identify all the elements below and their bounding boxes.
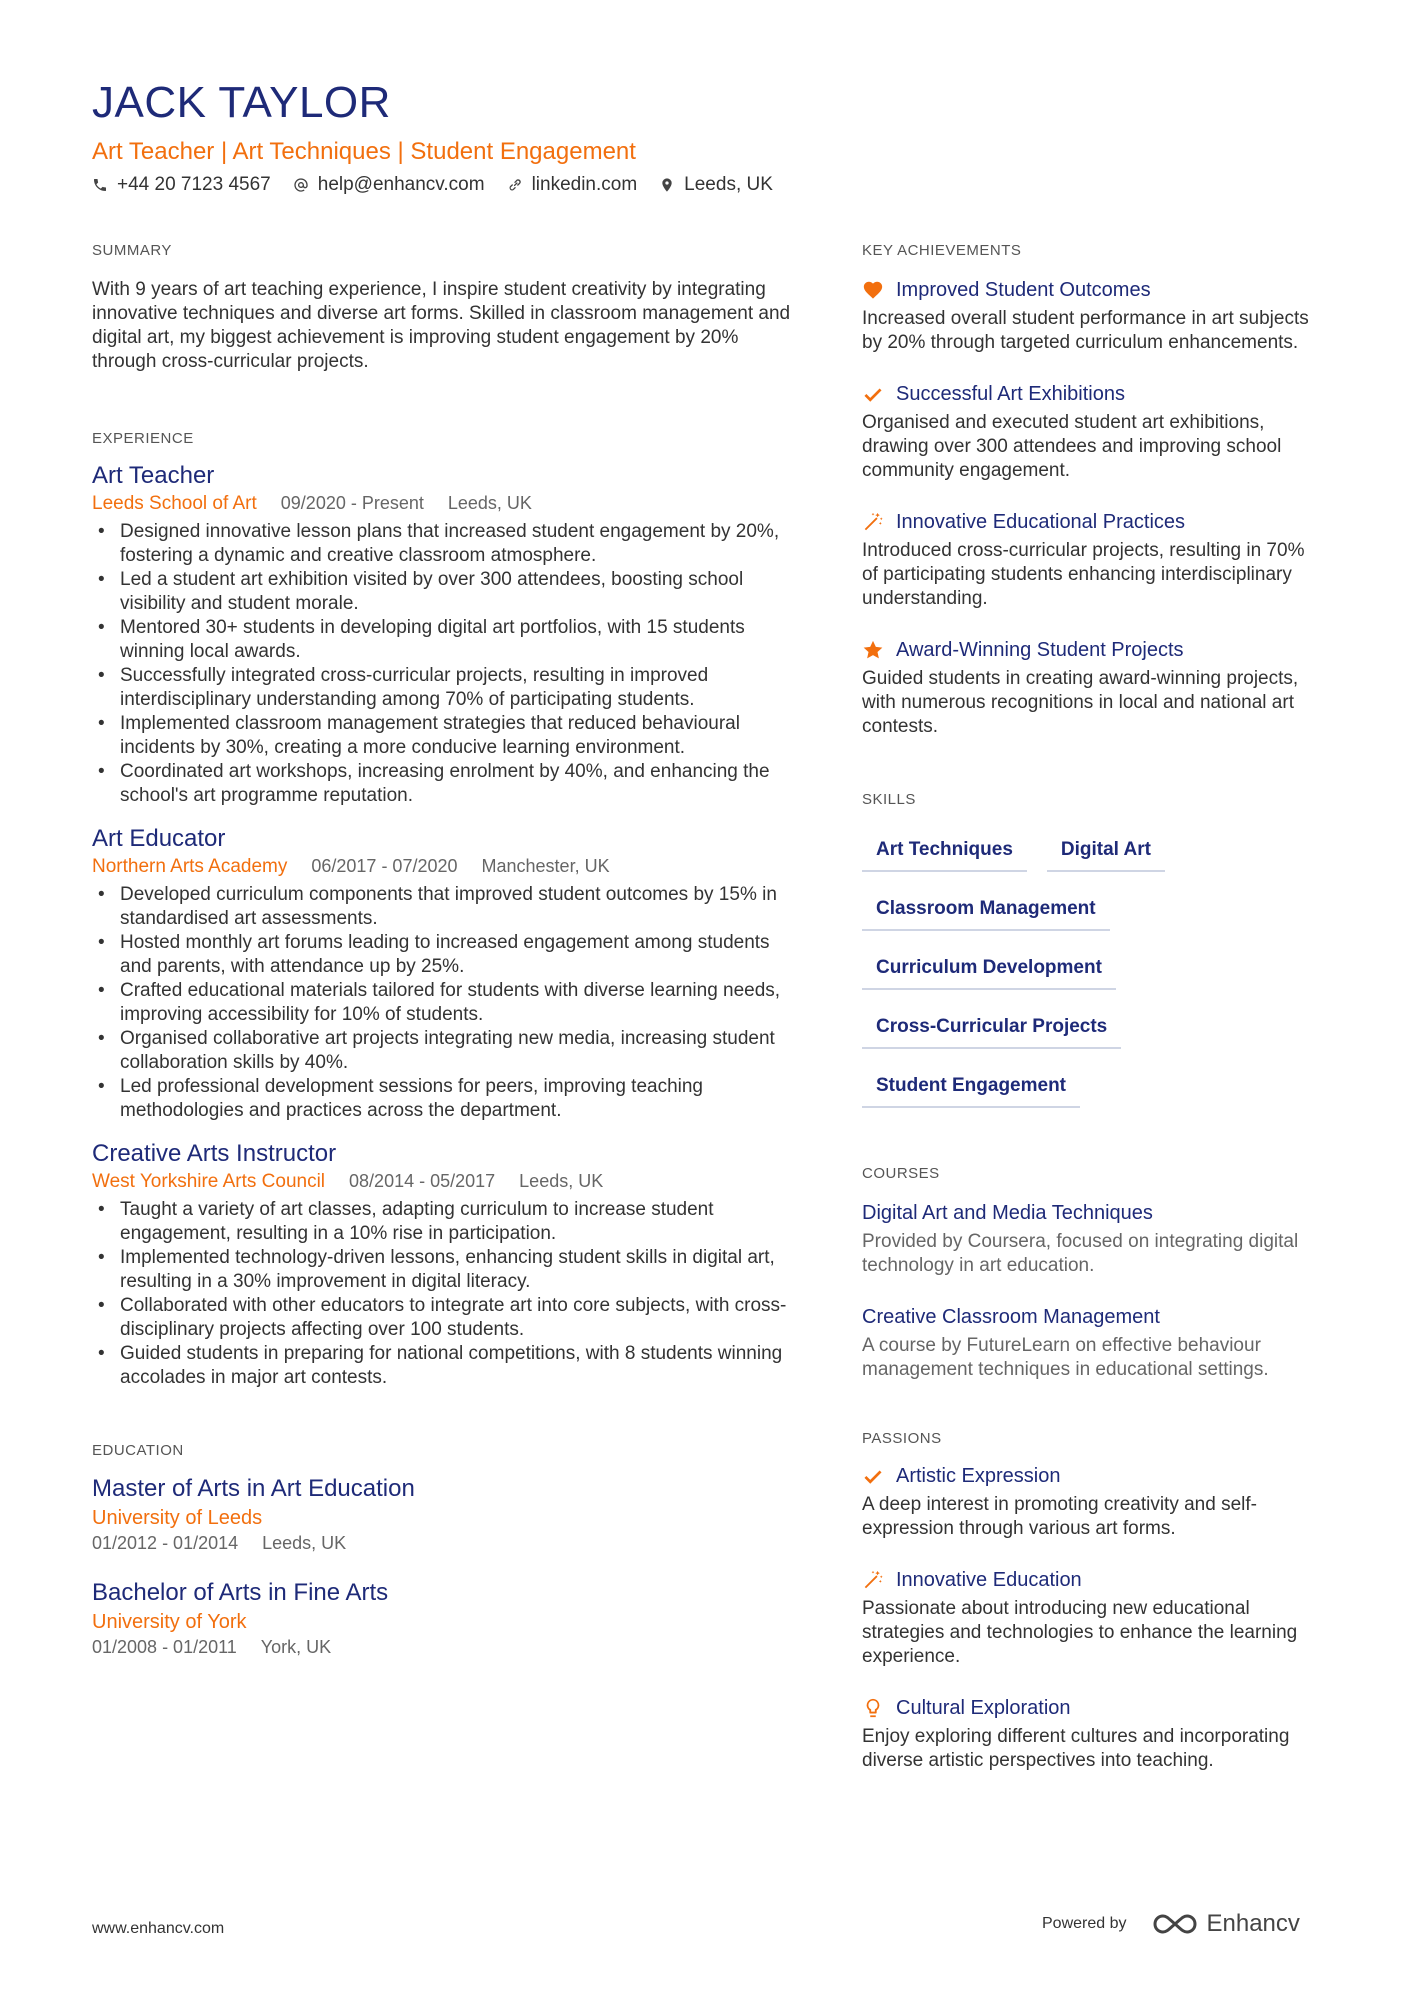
job-entry xyxy=(92,1139,792,1390)
education-entry xyxy=(92,1473,792,1555)
job-bullet: • Designed innovative lesson plans that increased student engagement by 20%, fostering a dynamic and creative classroom atmosphere. xyxy=(92,520,792,568)
job-bullet: • Implemented classroom management strategies that reduced behavioural incidents by 30%, creating a more conducive learning environment. xyxy=(92,712,792,760)
job-bullet: • Coordinated art workshops, increasing enrolment by 40%, and enhancing the school's art programme reputation. xyxy=(92,760,792,808)
job-location: Manchester, UK xyxy=(481,856,610,876)
right-column xyxy=(862,242,1322,1773)
skills-list xyxy=(862,830,1322,1125)
skill-tag: Art Techniques xyxy=(862,830,1027,872)
passion-title: Cultural Exploration xyxy=(896,1697,1071,1719)
job-bullets xyxy=(92,883,792,1123)
job-title: Creative Arts Instructor xyxy=(92,1140,337,1167)
job-bullet: • Successfully integrated cross-curricular projects, resulting in improved interdisciplinary understanding among 70% of participating students. xyxy=(92,664,792,712)
course-desc: A course by FutureLearn on effective behaviour management techniques in educational settings. xyxy=(862,1335,1269,1380)
achievement-item xyxy=(862,277,1322,355)
lightbulb-icon xyxy=(862,1697,884,1719)
achievement-desc: Increased overall student performance in art subjects by 20% through targeted curriculum enhancements. xyxy=(862,308,1309,353)
contact-linkedin-text: linkedin.com xyxy=(531,174,638,195)
passion-item xyxy=(862,1567,1322,1669)
skill-tag: Student Engagement xyxy=(862,1066,1080,1108)
achievement-head xyxy=(862,509,1322,535)
passion-item xyxy=(862,1463,1322,1541)
education-dates: 01/2008 - 01/2011 xyxy=(92,1637,237,1657)
at-icon xyxy=(293,177,309,193)
course-title: Creative Classroom Management xyxy=(862,1306,1160,1328)
passion-head xyxy=(862,1567,1322,1593)
passion-desc: Passionate about introducing new educational strategies and technologies to enhance the learning experience. xyxy=(862,1598,1298,1667)
contact-email-text: help@enhancv.com xyxy=(317,174,485,195)
skills-heading: SKILLS xyxy=(862,791,916,808)
job-company: Leeds School of Art xyxy=(92,493,257,514)
job-bullets xyxy=(92,1198,792,1390)
education-meta xyxy=(92,1531,792,1555)
location-pin-icon xyxy=(659,177,675,193)
summary-text: With 9 years of art teaching experience, I inspire student creativity by integrating innovative techniques and diverse art forms. Skilled in classroom management and digital art, my biggest achievement is improving student engagement by 20% through cross-curricular projects. xyxy=(92,279,791,372)
job-bullet: • Organised collaborative art projects integrating new media, increasing student collaboration skills by 40%. xyxy=(92,1027,792,1075)
enhancv-logo[interactable] xyxy=(1151,1910,1300,1938)
job-bullet: • Collaborated with other educators to integrate art into core subjects, with cross-disciplinary projects affecting over 100 students. xyxy=(92,1294,792,1342)
education-meta xyxy=(92,1635,792,1659)
footer-branding xyxy=(1042,1910,1300,1938)
education-heading: EDUCATION xyxy=(92,1442,184,1459)
passions-heading: PASSIONS xyxy=(862,1430,942,1447)
achievement-item xyxy=(862,637,1322,739)
skill-tag: Digital Art xyxy=(1047,830,1165,872)
course-item xyxy=(862,1200,1322,1278)
achievement-desc: Organised and executed student art exhibitions, drawing over 300 attendees and improving school community engagement. xyxy=(862,412,1282,481)
achievement-title: Successful Art Exhibitions xyxy=(896,383,1125,405)
footer-website[interactable]: www.enhancv.com xyxy=(92,1920,225,1937)
course-item xyxy=(862,1304,1322,1382)
education-school: University of Leeds xyxy=(92,1507,263,1529)
job-entry xyxy=(92,461,792,808)
contact-phone[interactable] xyxy=(92,174,271,196)
job-bullet: • Crafted educational materials tailored for students with diverse learning needs, improving accessibility for 10% of students. xyxy=(92,979,792,1027)
contact-linkedin[interactable] xyxy=(507,174,638,196)
job-entry xyxy=(92,824,792,1123)
contact-location-text: Leeds, UK xyxy=(684,174,773,195)
phone-icon xyxy=(92,177,108,193)
passion-item xyxy=(862,1695,1322,1773)
achievement-title: Innovative Educational Practices xyxy=(896,511,1186,533)
contact-location xyxy=(659,174,773,196)
achievement-desc: Introduced cross-curricular projects, resulting in 70% of participating students enhancing interdisciplinary understanding. xyxy=(862,540,1305,609)
job-bullets xyxy=(92,520,792,808)
job-bullet: • Hosted monthly art forums leading to increased engagement among students and parents, with attendance up by 25%. xyxy=(92,931,792,979)
achievement-item xyxy=(862,381,1322,483)
job-location: Leeds, UK xyxy=(519,1171,604,1191)
candidate-tagline: Art Teacher | Art Techniques | Student Engagement xyxy=(92,138,636,165)
job-bullet: • Led professional development sessions for peers, improving teaching methodologies and practices across the department. xyxy=(92,1075,792,1123)
education-location: Leeds, UK xyxy=(262,1533,347,1553)
enhancv-brand-name: Enhancv xyxy=(1206,1910,1300,1937)
job-bullet: • Mentored 30+ students in developing digital art portfolios, with 15 students winning local awards. xyxy=(92,616,792,664)
skill-tag: Cross-Curricular Projects xyxy=(862,1007,1121,1049)
education-location: York, UK xyxy=(260,1637,332,1657)
job-bullet: • Led a student art exhibition visited by over 300 attendees, boosting school visibility and student morale. xyxy=(92,568,792,616)
achievement-head xyxy=(862,637,1322,663)
job-bullet: • Taught a variety of art classes, adapting curriculum to increase student engagement, resulting in a 10% rise in participation. xyxy=(92,1198,792,1246)
education-degree: Master of Arts in Art Education xyxy=(92,1475,415,1502)
link-icon xyxy=(507,177,523,193)
job-meta xyxy=(92,491,792,516)
job-meta xyxy=(92,854,792,879)
star-icon xyxy=(862,639,884,661)
passion-title: Artistic Expression xyxy=(896,1465,1061,1487)
magic-wand-icon xyxy=(862,511,884,533)
education-dates: 01/2012 - 01/2014 xyxy=(92,1533,239,1553)
job-bullet: • Developed curriculum components that improved student outcomes by 15% in standardised art assessments. xyxy=(92,883,792,931)
job-company: Northern Arts Academy xyxy=(92,856,288,877)
job-location: Leeds, UK xyxy=(447,493,532,513)
job-bullet: • Guided students in preparing for national competitions, with 8 students winning accolades in major art contests. xyxy=(92,1342,792,1390)
job-company: West Yorkshire Arts Council xyxy=(92,1171,326,1192)
passion-head xyxy=(862,1463,1322,1489)
experience-heading: EXPERIENCE xyxy=(92,430,194,447)
contact-phone-text: +44 20 7123 4567 xyxy=(117,174,271,195)
job-title: Art Teacher xyxy=(92,462,215,489)
education-entry xyxy=(92,1577,792,1659)
contact-email[interactable] xyxy=(293,174,485,196)
achievements-heading: KEY ACHIEVEMENTS xyxy=(862,242,1022,259)
achievement-head xyxy=(862,381,1322,407)
contact-bar xyxy=(92,174,773,196)
course-title: Digital Art and Media Techniques xyxy=(862,1202,1153,1224)
achievement-item xyxy=(862,509,1322,611)
achievement-title: Improved Student Outcomes xyxy=(896,279,1151,301)
job-bullet: • Implemented technology-driven lessons, enhancing student skills in digital art, resulting in a 30% improvement in digital literacy. xyxy=(92,1246,792,1294)
skill-tag: Classroom Management xyxy=(862,889,1110,931)
enhancv-logo-icon xyxy=(1151,1911,1199,1937)
job-dates: 08/2014 - 05/2017 xyxy=(349,1171,496,1191)
passion-desc: A deep interest in promoting creativity and self-expression through various art forms. xyxy=(862,1494,1257,1539)
passion-title: Innovative Education xyxy=(896,1569,1082,1591)
left-column xyxy=(92,242,792,1659)
heart-icon xyxy=(862,279,884,301)
job-dates: 06/2017 - 07/2020 xyxy=(311,856,458,876)
education-school: University of York xyxy=(92,1611,247,1633)
passion-head xyxy=(862,1695,1322,1721)
job-title: Art Educator xyxy=(92,825,226,852)
magic-wand-icon xyxy=(862,1569,884,1591)
courses-heading: COURSES xyxy=(862,1165,940,1182)
candidate-name: JACK TAYLOR xyxy=(92,78,391,127)
passion-desc: Enjoy exploring different cultures and incorporating diverse artistic perspectives into teaching. xyxy=(862,1726,1290,1771)
job-dates: 09/2020 - Present xyxy=(280,493,424,513)
summary-heading: SUMMARY xyxy=(92,242,172,259)
achievement-head xyxy=(862,277,1322,303)
check-icon xyxy=(862,1465,884,1487)
course-desc: Provided by Coursera, focused on integrating digital technology in art education. xyxy=(862,1231,1299,1276)
check-icon xyxy=(862,383,884,405)
education-degree: Bachelor of Arts in Fine Arts xyxy=(92,1579,389,1606)
skill-tag: Curriculum Development xyxy=(862,948,1116,990)
achievement-desc: Guided students in creating award-winning projects, with numerous recognitions in local and national art contests. xyxy=(862,668,1299,737)
job-meta xyxy=(92,1169,792,1194)
achievement-title: Award-Winning Student Projects xyxy=(896,639,1184,661)
powered-by-label: Powered by xyxy=(1042,1915,1127,1932)
